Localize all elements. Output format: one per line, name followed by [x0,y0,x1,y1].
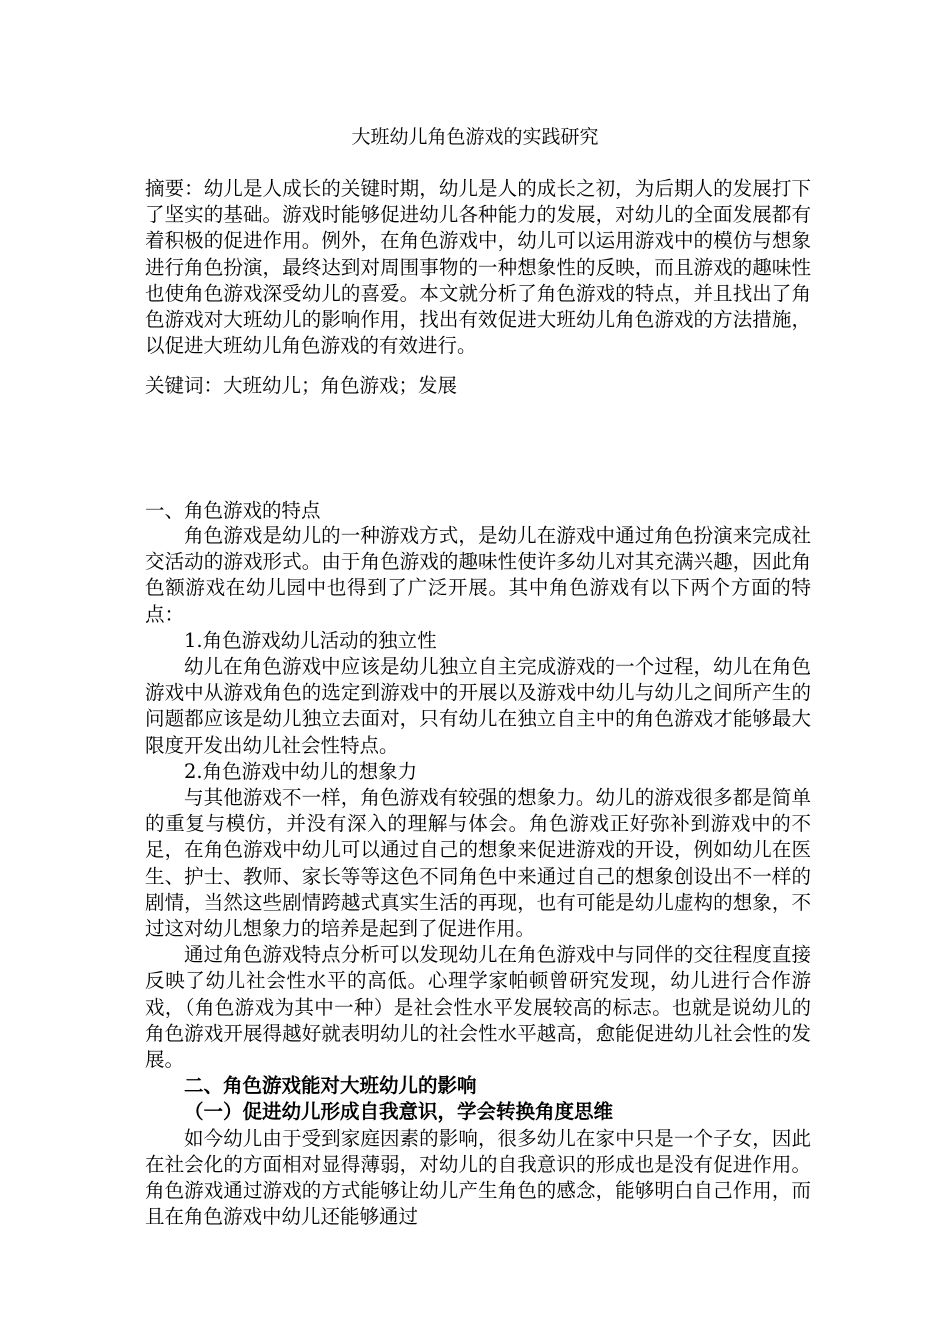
section1-heading: 一、角色游戏的特点 [145,499,321,522]
paragraph-3: 与其他游戏不一样，角色游戏有较强的想象力。幼儿的游戏很多都是简单的重复与模仿，并没有深入的理解与体会。角色游戏正好弥补到游戏中的不足，在角色游戏中幼儿可以通过自己的想象来促进游戏的开设，例如幼儿在医生、护士、教师、家长等等这色不同角色中来通过自己的想象创设出不一样的剧情，当然这些剧情跨越式真实生活的再现，也有可能是幼儿虚构的想象，不过这对幼儿想象力的培养是起到了促进作用。 [145,786,811,941]
body-content [145,523,811,1230]
keywords-label: 关键词： [145,374,224,397]
paragraph-4: 通过角色游戏特点分析可以发现幼儿在角色游戏中与同伴的交往程度直接反映了幼儿社会性水平的高低。心理学家帕顿曾研究发现，幼儿进行合作游戏，（角色游戏为其中一种）是社会性水平发展较高的标志。也就是说幼儿的角色游戏开展得越好就表明幼儿的社会性水平越高，愈能促进幼儿社会性的发展。 [145,943,811,1072]
section2-subheading-1: （一）促进幼儿形成自我意识，学会转换角度思维 [184,1100,614,1124]
page-title: 大班幼儿角色游戏的实践研究 [351,126,599,148]
keywords-text: 大班幼儿；角色游戏；发展 [223,374,458,397]
paragraph-1: 角色游戏是幼儿的一种游戏方式，是幼儿在游戏中通过角色扮演来完成社交活动的游戏形式。由于角色游戏的趣味性使许多幼儿对其充满兴趣，因此角色额游戏在幼儿园中也得到了广泛开展。其中角色游戏有以下两个方面的特点： [145,524,811,626]
abstract-label: 摘要： [145,177,204,200]
abstract-text: 幼儿是人成长的关键时期，幼儿是人的成长之初，为后期人的发展打下了坚实的基础。游戏时能够促进幼儿各种能力的发展，对幼儿的全面发展都有着积极的促进作用。例外，在角色游戏中，幼儿可以运用游戏中的模仿与想象进行角色扮演，最终达到对周围事物的一种想象性的反映，而且游戏的趣味性也使角色游戏深受幼儿的喜爱。本文就分析了角色游戏的特点，并且找出了角色游戏对大班幼儿的影响作用，找出有效促进大班幼儿角色游戏的方法措施，以促进大班幼儿角色游戏的有效进行。 [145,177,811,358]
paragraph-5: 如今幼儿由于受到家庭因素的影响，很多幼儿在家中只是一个子女，因此在社会化的方面相对显得薄弱，对幼儿的自我意识的形成也是没有促进作用。角色游戏通过游戏的方式能够让幼儿产生角色的感念，能够明白自己作用，而且在角色游戏中幼儿还能够通过 [145,1126,811,1229]
subheading-2: 2.角色游戏中幼儿的想象力 [184,759,418,783]
abstract-paragraph [145,176,811,359]
subheading-1: 1.角色游戏幼儿活动的独立性 [184,628,437,652]
paragraph-2: 幼儿在角色游戏中应该是幼儿独立自主完成游戏的一个过程，幼儿在角色游戏中从游戏角色的选定到游戏中的开展以及游戏中幼儿与幼儿之间所产生的问题都应该是幼儿独立去面对，只有幼儿在独立自主中的角色游戏才能够最大限度开发出幼儿社会性特点。 [145,655,811,757]
keywords-line [145,373,811,399]
section2-heading: 二、角色游戏能对大班幼儿的影响 [184,1074,477,1098]
